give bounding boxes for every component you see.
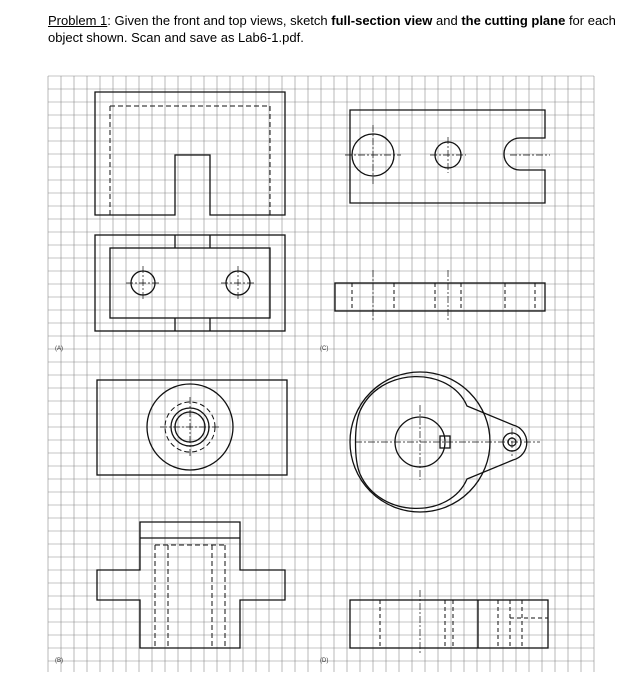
part-b-top-view [97,380,287,475]
part-label-b: (B) [55,658,63,664]
problem-bold-2: the cutting plane [461,13,566,28]
problem-colon: : [107,13,111,28]
problem-bold-1: full-section view [331,13,433,28]
problem-label: Problem 1 [48,13,108,28]
part-d-top-view [350,372,540,512]
part-a-top-view [95,235,285,331]
graph-grid [48,76,594,672]
part-label-a: (A) [55,346,63,352]
part-c-front-view [335,270,545,322]
part-c-top-view [345,110,550,203]
problem-text-1: Given the front and top views, sketch [110,13,332,28]
problem-text-3: for each object shown. Scan and save as Lab6-1.pdf. [48,13,616,45]
part-label-c: (C) [320,346,329,352]
part-d-front-view [350,590,548,655]
part-label-d: (D) [320,658,329,664]
problem-text-2: and [432,13,462,28]
part-a-front-view [95,92,285,215]
